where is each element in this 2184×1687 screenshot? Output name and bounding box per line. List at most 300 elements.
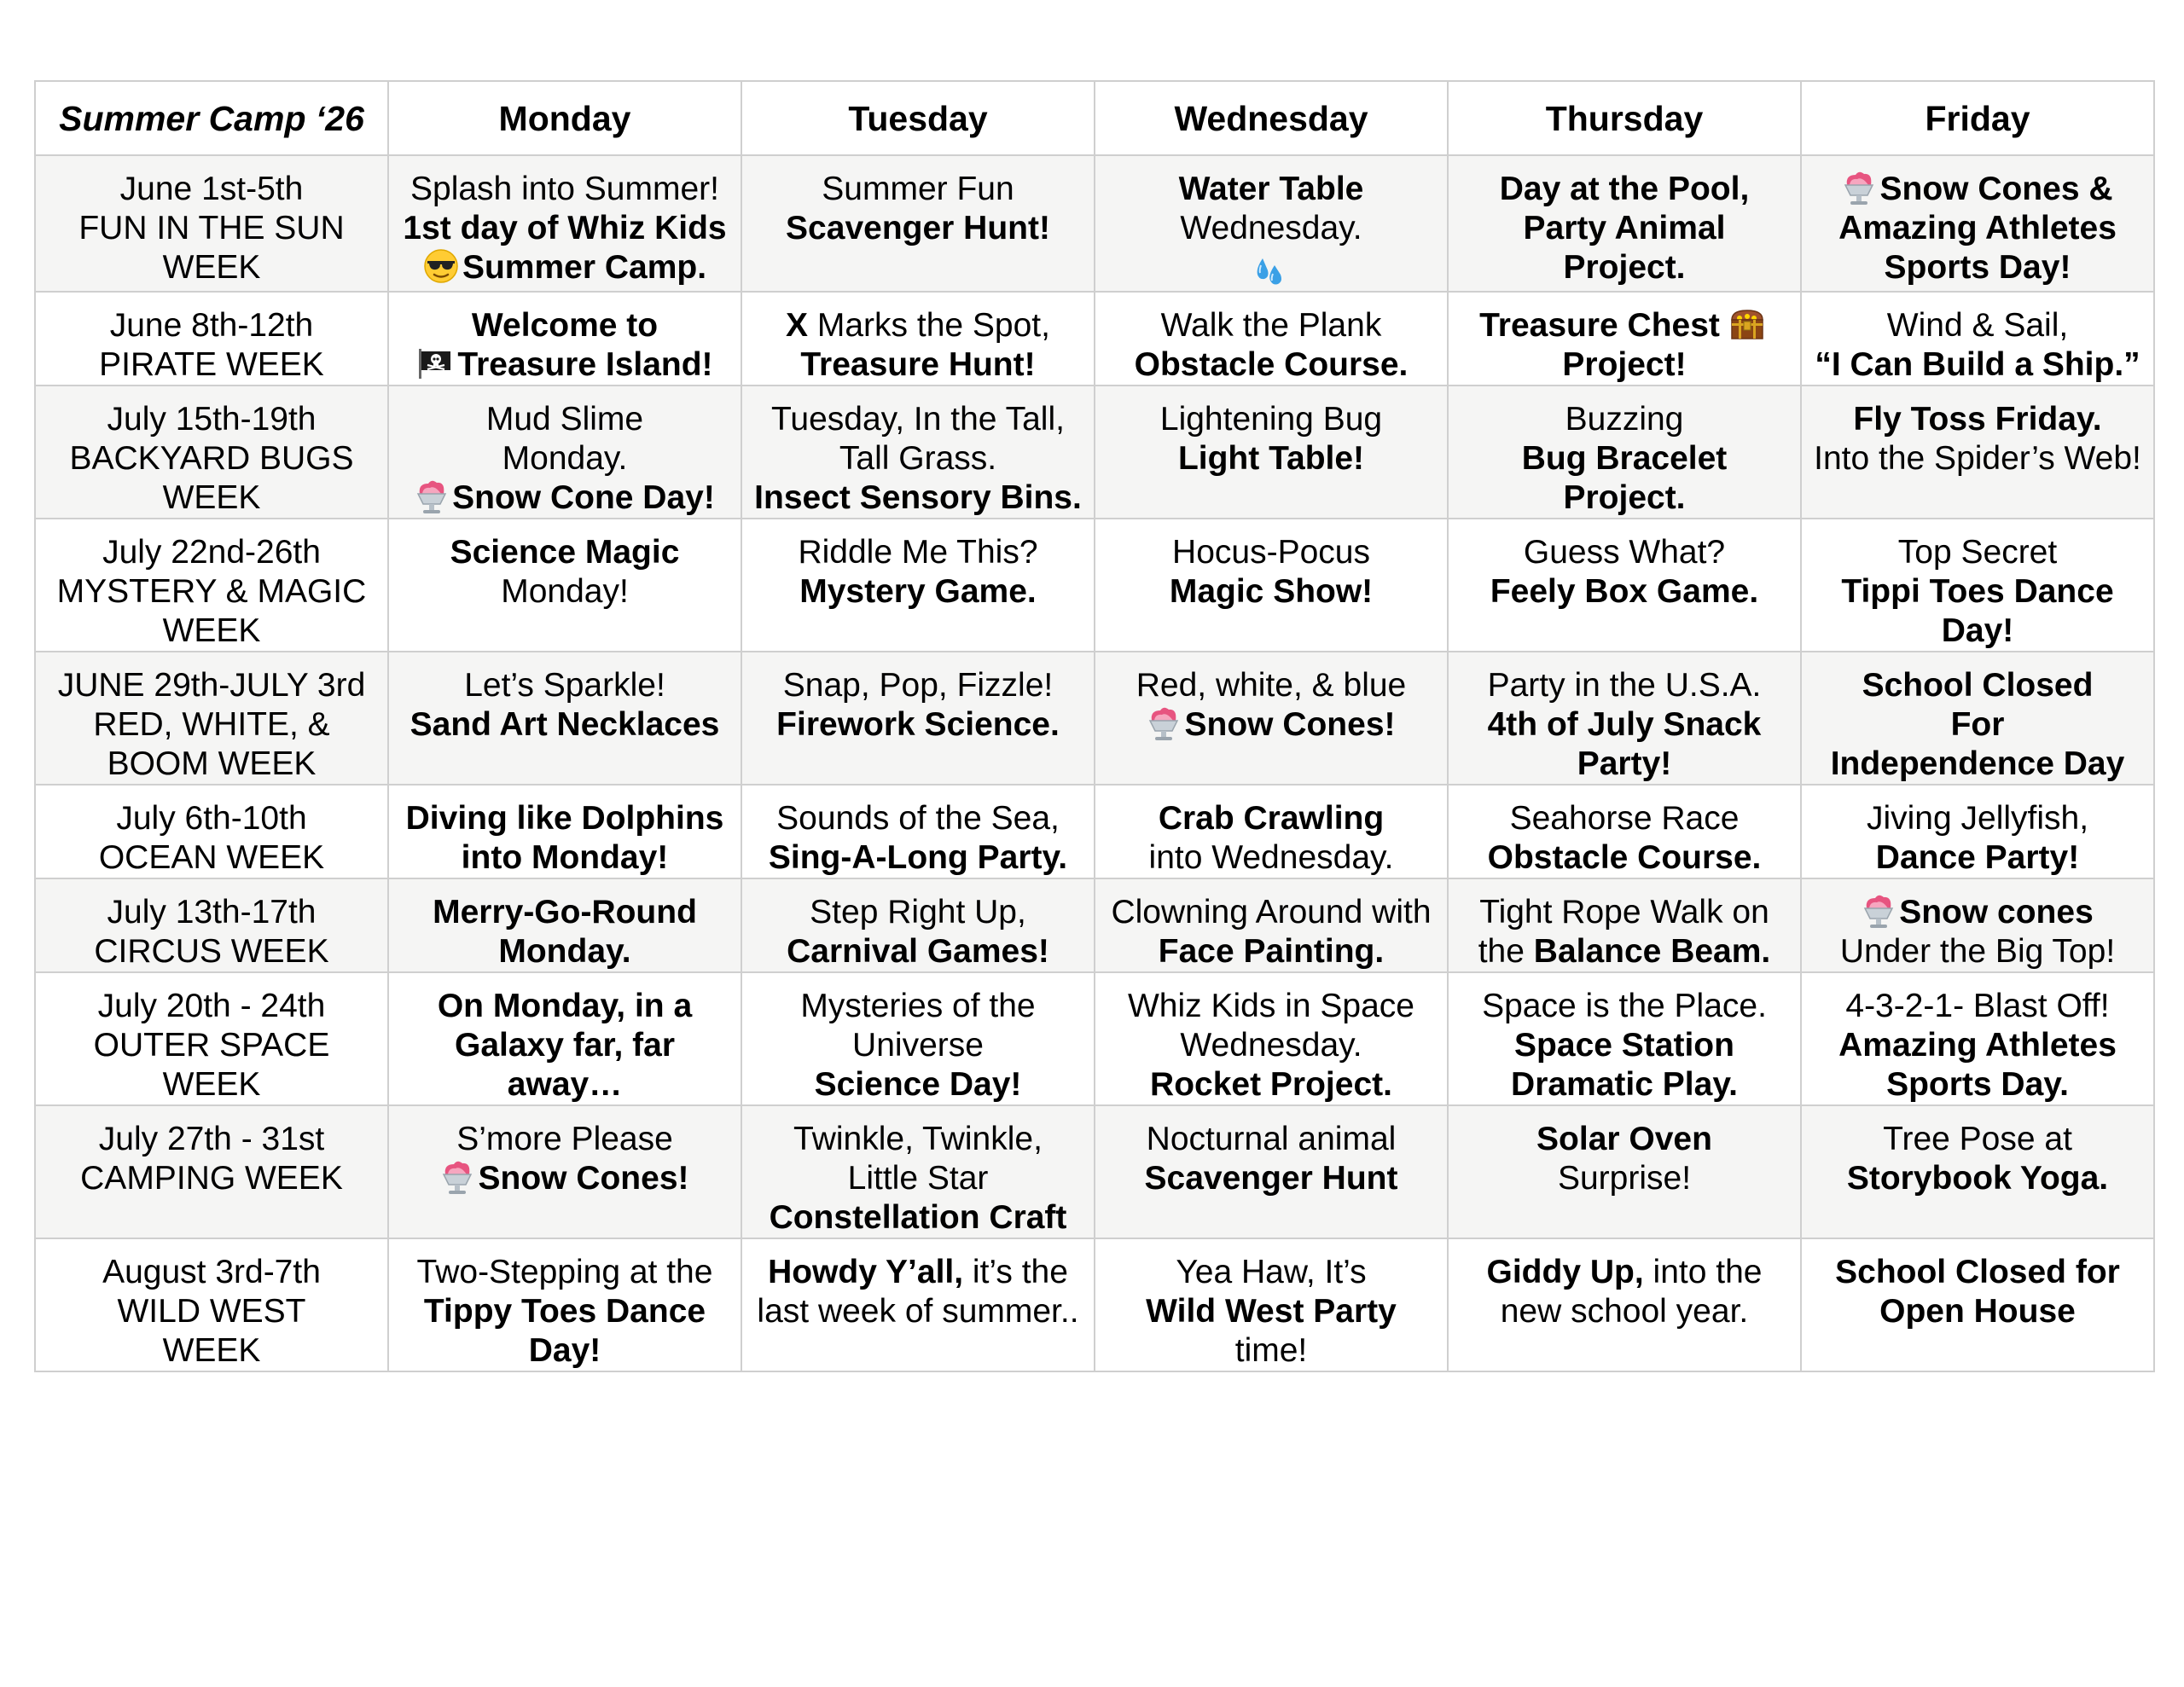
activity-line: [746, 1026, 1090, 1065]
week-label-line: June 1st-5th: [119, 171, 304, 207]
cell-text: Carnival Games!: [787, 933, 1049, 970]
cell-text: Seahorse Race: [1509, 800, 1740, 837]
activity-line: [1099, 1065, 1443, 1104]
week-label: [35, 972, 388, 1105]
activity-line: [1452, 345, 1797, 385]
cell-text: Into the Spider’s Web!: [1814, 440, 2141, 477]
cell-text: Mysteries of the: [800, 988, 1036, 1024]
activity-cell-tuesday: [741, 519, 1095, 652]
cell-text: Jiving Jellyfish,: [1866, 800, 2089, 837]
cell-text: Yea Haw, It’s: [1176, 1254, 1367, 1290]
cell-text: Howdy Y’all,: [768, 1254, 964, 1290]
week-label-line: CIRCUS WEEK: [94, 933, 329, 970]
week-label: [35, 155, 388, 292]
activity-cell-monday: [388, 785, 741, 878]
cell-text: Party Animal: [1523, 210, 1726, 246]
activity-line: [1099, 1292, 1443, 1331]
activity-line: [1805, 248, 2150, 287]
cell-text: Snow cones: [1899, 894, 2094, 930]
cell-text: “I Can Build a Ship.”: [1815, 346, 2140, 383]
activity-line: [746, 345, 1090, 385]
activity-line: [392, 705, 737, 745]
activity-line: [1452, 799, 1797, 838]
cell-text: Giddy Up,: [1486, 1254, 1644, 1290]
activity-line: [746, 1159, 1090, 1198]
cell-text: Under the Big Top!: [1839, 933, 2116, 970]
activity-cell-friday: [1801, 972, 2154, 1105]
activity-line: [1099, 400, 1443, 439]
activity-line: [746, 932, 1090, 971]
activity-line: [392, 345, 737, 385]
activity-line: [746, 1198, 1090, 1238]
activity-line: [746, 893, 1090, 932]
activity-line: [1805, 533, 2150, 572]
cell-text: Constellation Craft: [769, 1199, 1067, 1236]
header-row: [35, 81, 2154, 155]
cell-text: Space Station: [1514, 1027, 1734, 1064]
shaved-ice-icon: [440, 1159, 474, 1195]
activity-cell-thursday: [1448, 155, 1801, 292]
cell-text: Surprise!: [1557, 1160, 1692, 1197]
week-label: [35, 878, 388, 972]
week-row: [35, 1238, 2154, 1371]
cell-text: 4th of July Snack: [1487, 706, 1762, 743]
activity-line: [1099, 987, 1443, 1026]
activity-cell-wednesday: [1095, 785, 1448, 878]
activity-cell-friday: [1801, 292, 2154, 386]
activity-line: [1805, 838, 2150, 878]
week-label: [35, 652, 388, 785]
activity-line: [1805, 439, 2150, 478]
activity-cell-monday: [388, 386, 741, 519]
activity-line: [1805, 572, 2150, 612]
cell-text: Balance Beam.: [1533, 933, 1771, 970]
activity-line: [1805, 209, 2150, 248]
activity-line: [392, 439, 737, 478]
activity-line: [1805, 306, 2150, 345]
activity-line: [1805, 932, 2150, 971]
activity-line: [1452, 838, 1797, 878]
cell-text: Project.: [1563, 249, 1686, 286]
activity-line: [1452, 705, 1797, 745]
activity-cell-wednesday: [1095, 386, 1448, 519]
activity-cell-monday: [388, 878, 741, 972]
cell-text: Fly Toss Friday.: [1853, 401, 2102, 438]
activity-line: [1805, 1253, 2150, 1292]
pirate-flag-icon: [416, 346, 454, 380]
activity-line: [392, 1065, 737, 1104]
cell-text: Day!: [528, 1332, 601, 1369]
cell-text: Scavenger Hunt!: [786, 210, 1050, 246]
activity-line: [746, 1120, 1090, 1159]
activity-cell-thursday: [1448, 519, 1801, 652]
cell-text: Welcome to: [471, 307, 659, 344]
cell-text: On Monday, in a: [437, 988, 693, 1024]
activity-line: [1805, 987, 2150, 1026]
activity-cell-monday: [388, 1105, 741, 1238]
activity-line: [746, 705, 1090, 745]
cell-text: new school year.: [1500, 1293, 1749, 1330]
cell-text: Water Table: [1178, 171, 1364, 207]
week-label-line: OUTER SPACE: [93, 1027, 330, 1064]
treasure-chest-icon: [1728, 306, 1766, 342]
activity-line: [1452, 478, 1797, 518]
activity-line: [1099, 666, 1443, 705]
activity-line: [392, 1159, 737, 1198]
sweat-droplets-icon: [1252, 253, 1287, 287]
week-row: [35, 652, 2154, 785]
activity-line: [1452, 932, 1797, 971]
summer-camp-schedule: [34, 80, 2155, 1372]
day-header-tuesday: Tuesday: [741, 81, 1095, 155]
activity-line: [746, 987, 1090, 1026]
shaved-ice-icon: [1147, 705, 1181, 741]
cell-text: Tight Rope Walk on: [1479, 894, 1769, 930]
activity-cell-friday: [1801, 878, 2154, 972]
activity-line: [746, 838, 1090, 878]
activity-line: [1452, 1065, 1797, 1104]
activity-cell-monday: [388, 1238, 741, 1371]
cell-text: away…: [507, 1066, 623, 1103]
day-header-friday: Friday: [1801, 81, 2154, 155]
cell-text: Sand Art Necklaces: [410, 706, 720, 743]
activity-cell-friday: [1801, 155, 2154, 292]
week-label-line: WILD WEST: [117, 1293, 306, 1330]
activity-cell-wednesday: [1095, 1105, 1448, 1238]
cell-text: last week of summer..: [757, 1293, 1079, 1330]
activity-line: [1099, 838, 1443, 878]
week-label: [35, 292, 388, 386]
week-label-line: July 22nd-26th: [102, 534, 321, 571]
cell-text: Hocus-Pocus: [1172, 534, 1370, 571]
cell-text: Amazing Athletes: [1838, 1027, 2117, 1064]
week-label-line: July 27th - 31st: [98, 1121, 325, 1157]
activity-line: [1805, 799, 2150, 838]
cell-text: Snap, Pop, Fizzle!: [782, 667, 1054, 704]
cell-text: Universe: [852, 1027, 984, 1064]
activity-cell-friday: [1801, 1238, 2154, 1371]
activity-cell-friday: [1801, 1105, 2154, 1238]
cell-text: Storybook Yoga.: [1846, 1160, 2109, 1197]
cell-text: it’s the: [963, 1254, 1068, 1290]
cell-text: Twinkle, Twinkle,: [793, 1121, 1043, 1157]
activity-cell-thursday: [1448, 878, 1801, 972]
activity-line: [1452, 1253, 1797, 1292]
activity-line: [1452, 1159, 1797, 1198]
cell-text: the: [1478, 933, 1534, 970]
cell-text: time!: [1234, 1332, 1308, 1369]
activity-cell-monday: [388, 972, 741, 1105]
cell-text: Merry-Go-Round: [433, 894, 697, 930]
activity-line: [1099, 705, 1443, 745]
cell-text: into Wednesday.: [1148, 839, 1394, 876]
week-row: [35, 785, 2154, 878]
cell-text: Independence Day: [1830, 745, 2125, 782]
cell-text: Treasure Hunt!: [800, 346, 1036, 383]
activity-line: [1452, 306, 1797, 345]
activity-cell-monday: [388, 155, 741, 292]
week-label-line: WEEK: [162, 479, 261, 516]
cell-text: S’more Please: [456, 1121, 673, 1157]
activity-line: [1452, 745, 1797, 784]
activity-line: [746, 1292, 1090, 1331]
activity-line: [746, 478, 1090, 518]
activity-line: [1805, 745, 2150, 784]
activity-cell-tuesday: [741, 292, 1095, 386]
activity-line: [392, 987, 737, 1026]
activity-line: [392, 400, 737, 439]
activity-line: [1099, 253, 1443, 291]
activity-cell-monday: [388, 519, 741, 652]
activity-line: [1099, 533, 1443, 572]
activity-line: [392, 893, 737, 932]
activity-line: [1805, 1026, 2150, 1065]
cell-text: Day at the Pool,: [1499, 171, 1750, 207]
activity-line: [1099, 1120, 1443, 1159]
cell-text: Snow Cone Day!: [452, 479, 715, 516]
sunglasses-face-icon: [423, 248, 459, 284]
week-label-line: OCEAN WEEK: [98, 839, 325, 876]
cell-text: Scavenger Hunt: [1144, 1160, 1398, 1197]
cell-text: Sports Day.: [1886, 1066, 2069, 1103]
activity-line: [1099, 306, 1443, 345]
activity-line: [1805, 400, 2150, 439]
activity-cell-tuesday: [741, 878, 1095, 972]
cell-text: Mystery Game.: [799, 573, 1037, 610]
activity-line: [1452, 400, 1797, 439]
activity-line: [1452, 1120, 1797, 1159]
activity-line: [1452, 170, 1797, 209]
cell-text: Clowning Around with: [1111, 894, 1432, 930]
activity-line: [746, 400, 1090, 439]
activity-line: [1099, 1253, 1443, 1292]
schedule-title: Summer Camp ‘26: [35, 81, 388, 155]
week-label: [35, 519, 388, 652]
activity-line: [1452, 439, 1797, 478]
cell-text: Magic Show!: [1169, 573, 1374, 610]
cell-text: Top Secret: [1897, 534, 2058, 571]
activity-line: [392, 666, 737, 705]
activity-cell-wednesday: [1095, 652, 1448, 785]
cell-text: Monday!: [501, 573, 629, 610]
week-label: [35, 785, 388, 878]
activity-line: [1452, 248, 1797, 287]
activity-line: [1099, 1026, 1443, 1065]
cell-text: Splash into Summer!: [410, 171, 719, 207]
cell-text: Little Star: [847, 1160, 989, 1197]
week-row: [35, 1105, 2154, 1238]
activity-cell-friday: [1801, 519, 2154, 652]
activity-cell-thursday: [1448, 1105, 1801, 1238]
cell-text: Science Magic: [450, 534, 680, 571]
week-row: [35, 972, 2154, 1105]
cell-text: Science Day!: [814, 1066, 1022, 1103]
week-label-line: PIRATE WEEK: [99, 346, 324, 383]
activity-line: [1099, 932, 1443, 971]
cell-text: Feely Box Game.: [1490, 573, 1759, 610]
cell-text: Project!: [1562, 346, 1687, 383]
cell-text: Red, white, & blue: [1136, 667, 1407, 704]
week-label-line: BACKYARD BUGS: [69, 440, 354, 477]
activity-cell-tuesday: [741, 386, 1095, 519]
activity-line: [1452, 572, 1797, 612]
cell-text: Day!: [1941, 612, 2014, 649]
week-label-line: WEEK: [162, 1332, 261, 1369]
cell-text: Dramatic Play.: [1511, 1066, 1738, 1103]
week-label-line: FUN IN THE SUN: [78, 210, 345, 246]
activity-line: [1452, 209, 1797, 248]
activity-line: [1099, 799, 1443, 838]
activity-line: [1805, 666, 2150, 705]
cell-text: Solar Oven: [1536, 1121, 1712, 1157]
activity-line: [392, 209, 737, 248]
cell-text: into Monday!: [461, 839, 669, 876]
week-label-line: July 15th-19th: [107, 401, 317, 438]
activity-cell-tuesday: [741, 652, 1095, 785]
cell-text: Buzzing: [1565, 401, 1684, 438]
activity-cell-monday: [388, 292, 741, 386]
week-label-line: June 8th-12th: [109, 307, 314, 344]
cell-text: Party!: [1577, 745, 1672, 782]
cell-text: Lightening Bug: [1159, 401, 1383, 438]
week-label-line: July 6th-10th: [116, 800, 307, 837]
cell-text: Light Table!: [1177, 440, 1365, 477]
activity-line: [392, 1253, 737, 1292]
activity-line: [1452, 666, 1797, 705]
cell-text: School Closed: [1862, 667, 2094, 704]
cell-text: Wild West Party: [1146, 1293, 1397, 1330]
cell-text: into the: [1643, 1254, 1763, 1290]
week-row: [35, 292, 2154, 386]
day-header-thursday: Thursday: [1448, 81, 1801, 155]
cell-text: Galaxy far, far: [455, 1027, 675, 1064]
cell-text: School Closed for: [1835, 1254, 2120, 1290]
week-label-line: WEEK: [162, 249, 261, 286]
activity-line: [392, 248, 737, 287]
cell-text: Tuesday, In the Tall,: [771, 401, 1065, 438]
week-row: [35, 155, 2154, 292]
week-row: [35, 386, 2154, 519]
activity-line: [1452, 893, 1797, 932]
cell-text: 4-3-2-1- Blast Off!: [1845, 988, 2110, 1024]
activity-line: [392, 799, 737, 838]
activity-line: [746, 666, 1090, 705]
activity-line: [746, 306, 1090, 345]
week-label-line: JUNE 29th-JULY 3rd: [57, 667, 366, 704]
cell-text: Tree Pose at: [1883, 1121, 2072, 1157]
activity-line: [1099, 893, 1443, 932]
shaved-ice-icon: [1842, 170, 1876, 206]
activity-line: [1805, 1065, 2150, 1104]
activity-cell-thursday: [1448, 652, 1801, 785]
cell-text: Sounds of the Sea,: [776, 800, 1060, 837]
cell-text: Insect Sensory Bins.: [754, 479, 1082, 516]
activity-line: [746, 1065, 1090, 1104]
activity-cell-tuesday: [741, 972, 1095, 1105]
activity-cell-monday: [388, 652, 741, 785]
day-header-wednesday: Wednesday: [1095, 81, 1448, 155]
cell-text: Diving like Dolphins: [405, 800, 724, 837]
cell-text: Open House: [1879, 1293, 2076, 1330]
cell-text: Dance Party!: [1875, 839, 2080, 876]
activity-line: [392, 932, 737, 971]
cell-text: Let’s Sparkle!: [464, 667, 665, 704]
cell-text: Space is the Place.: [1482, 988, 1767, 1024]
activity-cell-thursday: [1448, 972, 1801, 1105]
activity-line: [1099, 439, 1443, 478]
activity-cell-thursday: [1448, 386, 1801, 519]
cell-text: Step Right Up,: [810, 894, 1026, 930]
cell-text: Snow Cones!: [1184, 706, 1396, 743]
week-row: [35, 878, 2154, 972]
activity-line: [392, 478, 737, 518]
cell-text: Snow Cones!: [478, 1160, 689, 1197]
cell-text: Obstacle Course.: [1487, 839, 1762, 876]
activity-cell-thursday: [1448, 292, 1801, 386]
activity-cell-friday: [1801, 386, 2154, 519]
week-label-line: WEEK: [162, 612, 261, 649]
activity-line: [392, 306, 737, 345]
activity-line: [1099, 572, 1443, 612]
activity-line: [1805, 612, 2150, 651]
activity-line: [746, 170, 1090, 209]
cell-text: Monday.: [498, 933, 631, 970]
cell-text: Two-Stepping at the: [416, 1254, 713, 1290]
activity-line: [1099, 209, 1443, 248]
activity-line: [1452, 987, 1797, 1026]
cell-text: Party in the U.S.A.: [1487, 667, 1762, 704]
cell-text: Tall Grass.: [839, 440, 997, 477]
cell-text: Summer Fun: [822, 171, 1014, 207]
cell-text: Snow Cones &: [1879, 171, 2113, 207]
activity-line: [1805, 705, 2150, 745]
activity-cell-wednesday: [1095, 878, 1448, 972]
cell-text: Face Painting.: [1158, 933, 1385, 970]
activity-line: [1452, 1026, 1797, 1065]
activity-line: [1452, 533, 1797, 572]
day-header-monday: Monday: [388, 81, 741, 155]
activity-line: [392, 572, 737, 612]
cell-text: Summer Camp.: [462, 249, 707, 286]
activity-line: [746, 799, 1090, 838]
cell-text: Wind & Sail,: [1886, 307, 2069, 344]
activity-line: [746, 1253, 1090, 1292]
cell-text: Tippi Toes Dance: [1841, 573, 2114, 610]
activity-cell-tuesday: [741, 155, 1095, 292]
cell-text: Crab Crawling: [1158, 800, 1385, 837]
activity-line: [1805, 170, 2150, 209]
activity-cell-wednesday: [1095, 519, 1448, 652]
cell-text: Tippy Toes Dance: [423, 1293, 706, 1330]
activity-line: [746, 572, 1090, 612]
cell-text: Wednesday.: [1180, 1027, 1362, 1064]
shaved-ice-icon: [1862, 893, 1896, 929]
week-label: [35, 1238, 388, 1371]
activity-line: [1099, 1159, 1443, 1198]
activity-line: [392, 533, 737, 572]
activity-cell-thursday: [1448, 785, 1801, 878]
cell-text: Sing-A-Long Party.: [768, 839, 1068, 876]
activity-line: [1805, 1120, 2150, 1159]
activity-line: [746, 209, 1090, 248]
cell-text: Wednesday.: [1180, 210, 1362, 246]
cell-text: Treasure Chest: [1479, 307, 1720, 344]
week-row: [35, 519, 2154, 652]
cell-text: Whiz Kids in Space: [1128, 988, 1414, 1024]
cell-text: Obstacle Course.: [1134, 346, 1409, 383]
activity-line: [746, 533, 1090, 572]
activity-line: [392, 838, 737, 878]
